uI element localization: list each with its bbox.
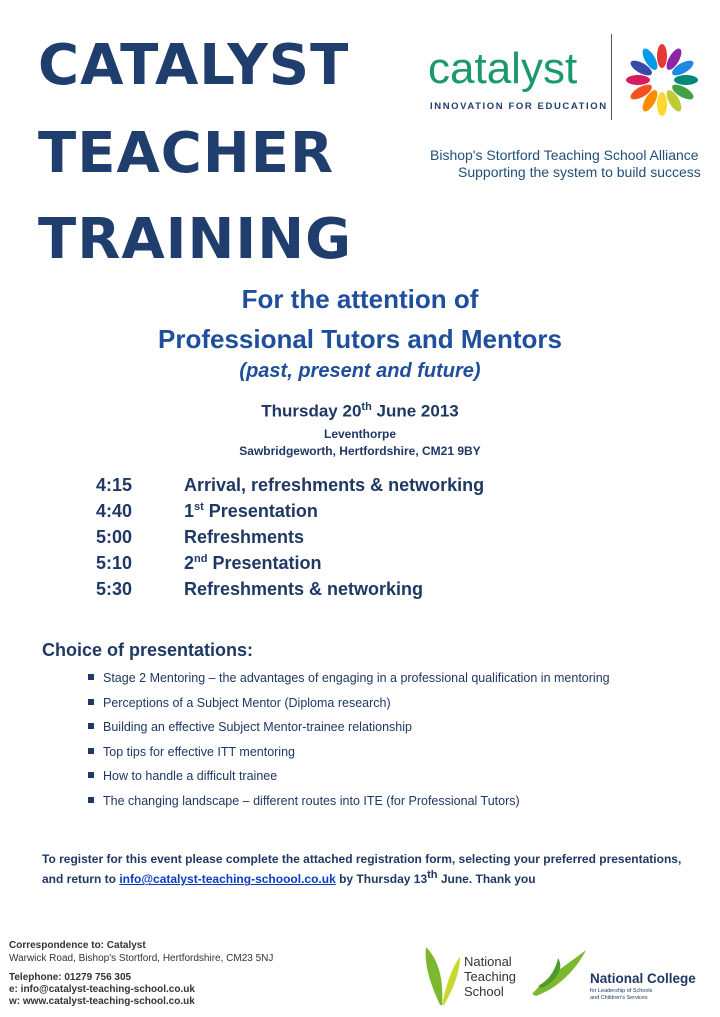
national-teaching-school-leaf-icon [420,943,462,1007]
list-item: How to handle a difficult trainee [88,769,277,783]
footer-correspondence: Correspondence to: Catalyst [9,940,146,951]
attention-line-3: (past, present and future) [239,360,481,382]
bullet-icon [88,797,94,803]
bullet-icon [88,748,94,754]
alliance-line-2: Supporting the system to build success [458,163,701,180]
alliance-line-1: Bishop's Stortford Teaching School Alliance [430,147,699,163]
schedule-row: 4:15 Arrival, refreshments & networking [96,475,485,495]
catalyst-tagline: INNOVATION FOR EDUCATION [430,101,608,112]
list-item: The changing landscape – different routes into ITE (for Professional Tutors) [88,794,520,808]
attention-line-1: For the attention of [241,284,479,314]
schedule-row: 5:30 Refreshments & networking [96,579,424,599]
choices-heading: Choice of presentations: [42,640,254,660]
alliance-text [430,147,710,181]
schedule-row: 5:00 Refreshments [96,527,305,547]
bullet-icon [88,674,94,680]
register-email-link[interactable]: info@catalyst-teaching-schoool.co.uk [119,872,336,887]
title-line-1: CATALYST [38,33,350,98]
event-date: Thursday 20th June 2013 [261,401,459,421]
list-item: Top tips for effective ITT mentoring [88,745,295,759]
venue-name: Leventhorpe [323,427,396,441]
catalyst-swirl-logo-icon [618,34,706,122]
bullet-icon [88,723,94,729]
footer-web: w: www.catalyst-teaching-school.co.uk [9,996,195,1007]
national-college-leaf-icon [528,946,590,998]
bullet-icon [88,772,94,778]
footer-email: e: info@catalyst-teaching-school.co.uk [9,984,195,995]
attention-line-2: Professional Tutors and Mentors [157,324,562,354]
nc-subtitle: for Leadership of Schools and Children's Services [590,988,653,1001]
title-line-3: TRAINING [38,207,353,272]
nts-wordmark: National Teaching School [464,954,517,999]
bullet-icon [88,699,94,705]
list-item: Stage 2 Mentoring – the advantages of engaging in a professional qualification in mentoring [88,671,610,685]
register-instructions: To register for this event please complete the attached registration form, selecting your preferred presentations, and return to info@catalyst-teaching-schoool.co.uk by Thursday 13th June. Thank you [42,852,682,887]
schedule-row: 4:40 1st Presentation [96,501,318,521]
venue-address: Sawbridgeworth, Hertfordshire, CM21 9BY [239,444,481,458]
list-item: Building an effective Subject Mentor-trainee relationship [88,720,412,734]
schedule-row: 5:10 2nd Presentation [96,553,322,573]
list-item: Perceptions of a Subject Mentor (Diploma research) [88,696,391,710]
catalyst-wordmark: catalyst [428,44,578,93]
nc-wordmark: National College [590,971,696,986]
footer-telephone: Telephone: 01279 756 305 [9,972,132,983]
logo-divider [611,34,612,120]
footer-address: Warwick Road, Bishop's Stortford, Hertfordshire, CM23 5NJ [9,953,274,964]
title-line-2: TEACHER [38,121,335,186]
